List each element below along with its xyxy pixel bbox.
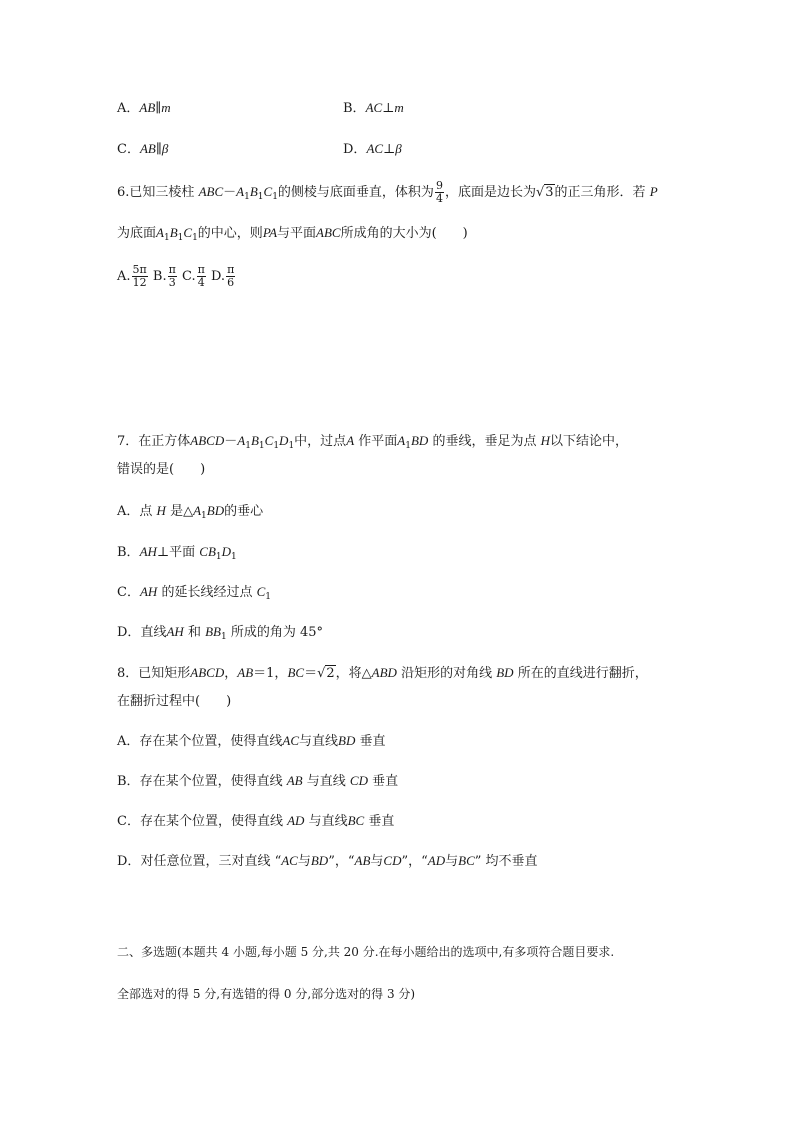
volume-fraction: $\frac{9}{4}$ — [435, 179, 443, 205]
q8-stem-line2: 在翻折过程中( ) — [117, 694, 232, 709]
q6-stem-line2: 为底面$A_1B_1C_1$的中心，则PA与平面ABC所成角的大小为( ) — [117, 225, 468, 243]
q8-option-d: D．对任意位置，三对直线 “AC与BD”，“AB与CD”，“AD与BC” 均不垂直 — [117, 853, 538, 869]
q6-option-b: B. $\frac{\pi}{3}$ — [152, 263, 176, 289]
q7-option-d: D．直线AH 和 $BB_1$ 所成的角为 45° — [117, 624, 324, 642]
q8-stem-line1: 8．已知矩形ABCD，AB＝1，BC＝√2，将△ABD 沿矩形的对角线 BD 所在的直线进行翻折， — [117, 665, 648, 681]
q7-option-a: A．点 H 是$\triangle A_1BD$的垂心 — [117, 503, 264, 521]
q7-option-c: C．AH 的延长线经过点 $C_1$ — [117, 584, 271, 602]
q6-option-d: D. $\frac{\pi}{6}$ — [210, 263, 235, 289]
q8-option-a: A．存在某个位置，使得直线AC与直线BD 垂直 — [117, 733, 386, 749]
q6-stem-line1: 6.已知三棱柱 $ABC-A_1B_1C_1$的侧棱与底面垂直，体积为 $\frac{9}{4}$ ，底面是边长为√3的正三角形．若 P — [117, 179, 658, 205]
q6-option-c: C. $\frac{\pi}{4}$ — [181, 263, 205, 289]
q7-stem-line1: 7．在正方体$ABCD-A_1B_1C_1D_1$中，过点A 作平面$A_1BD$ 的垂线，垂足为点 H以下结论中， — [117, 433, 629, 451]
q6-option-a: A. $\frac{5\pi}{12}$ — [117, 263, 147, 289]
sqrt-two: √2 — [317, 666, 335, 681]
q5-option-d: D．AC⊥β — [343, 141, 402, 157]
section2-heading-line2: 全部选对的得 5 分,有选错的得 0 分,部分选对的得 3 分) — [117, 987, 416, 1001]
q7-option-b: B．AH⊥平面 $CB_1D_1$ — [117, 544, 237, 562]
q5-option-b: B．AC⊥m — [343, 100, 404, 116]
q5-option-c: C．AB∥β — [117, 141, 169, 157]
q6-options — [117, 264, 236, 289]
section2-heading-line1: 二、多选题(本题共 4 小题,每小题 5 分,共 20 分.在每小题给出的选项中,有多项符合题目要求. — [117, 945, 615, 959]
q8-option-b: B．存在某个位置，使得直线 AB 与直线 CD 垂直 — [117, 773, 399, 789]
q7-stem-line2: 错误的是( ) — [117, 462, 206, 477]
q8-option-c: C．存在某个位置，使得直线 AD 与直线BC 垂直 — [117, 813, 395, 829]
sqrt-three: √3 — [535, 185, 554, 200]
q5-option-a: A．AB∥m — [117, 100, 171, 116]
